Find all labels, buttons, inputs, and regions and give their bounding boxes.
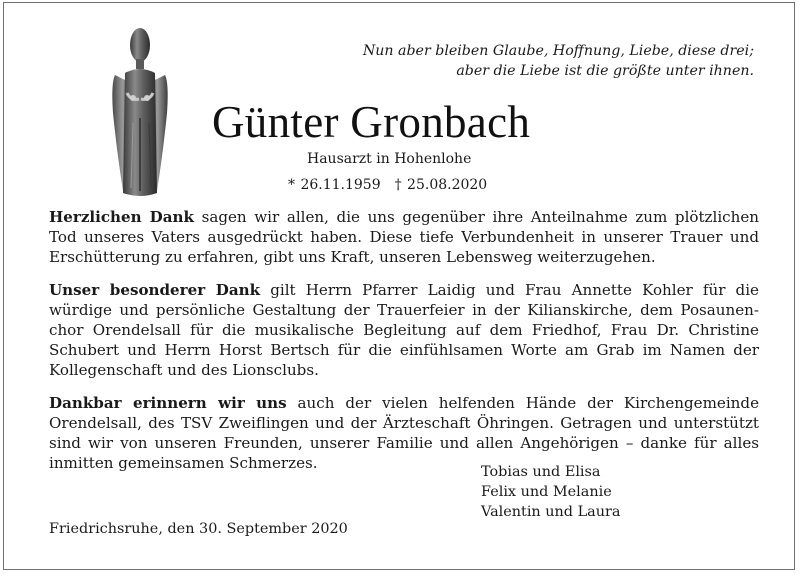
paragraph-text: sagen wir allen, die uns gegenüber ihre Anteilnahme zum plötzlichen Tod unseres Vaters ausgedrückt haben. Diese tiefe Verbundenheit in unserer Trauer und Erschütterung zu erfahren, gibt uns Kraft, unseren Lebensweg weiterzugehen. [49,208,759,267]
bible-verse-line-1: Nun aber bleiben Glaube, Hoffnung, Liebe, diese drei; [362,43,754,59]
paragraph-lead: Unser besonderer Dank [49,280,261,299]
paragraph-special-thanks [49,280,759,381]
paragraph-text: auch der vielen helfenden Hände der Kirchengemeinde Orendelsall, des TSV Zweiflingen und der Ärzteschaft Öhringen. Getragen und unterstützt sind wir von unseren Freunden, unserer Familie und allen Angehörigen – danke für alles inmitten gemeinsamen Schmerzes. [49,393,759,473]
birth-date: * 26.11.1959 [288,177,381,193]
signer: Felix und Melanie [481,484,612,501]
bible-verse-line-2: aber die Liebe ist die größte unter ihnen. [456,63,754,79]
paragraph-lead: Herzlichen Dank [49,208,194,226]
signer: Tobias und Elisa [481,464,601,480]
paragraph-text: gilt Herrn Pfarrer Laidig und Frau Annette Kohler für die würdige und persönliche Gestaltung der Trauerfeier in der Kilianskirche, dem Posaunenchor Orendelsall für die musikalische Begleitung auf dem Friedhof, Frau Dr. Christine Schubert und Herrn Horst Bertsch für die einfühlsamen Worte am Grab im Namen der Kollegenschaft und des Lionsclubs. [49,280,759,380]
life-dates [288,175,487,195]
paragraph-remembrance [49,393,759,474]
paragraph-lead: Dankbar erinnern wir uns [49,393,287,412]
obituary-notice [3,2,795,570]
deceased-profession: Hausarzt in Hohenlohe [307,151,472,167]
deceased-name: Günter Gronbach [212,97,531,147]
thank-you-text [49,207,759,485]
signer: Valentin und Laura [481,504,621,521]
signers-list [481,462,620,523]
paragraph-thanks [49,207,759,268]
angel-figure-image [109,23,171,201]
place-and-date: Friedrichsruhe, den 30. September 2020 [49,521,348,537]
bible-verse [363,41,754,81]
death-date: † 25.08.2020 [394,177,488,193]
